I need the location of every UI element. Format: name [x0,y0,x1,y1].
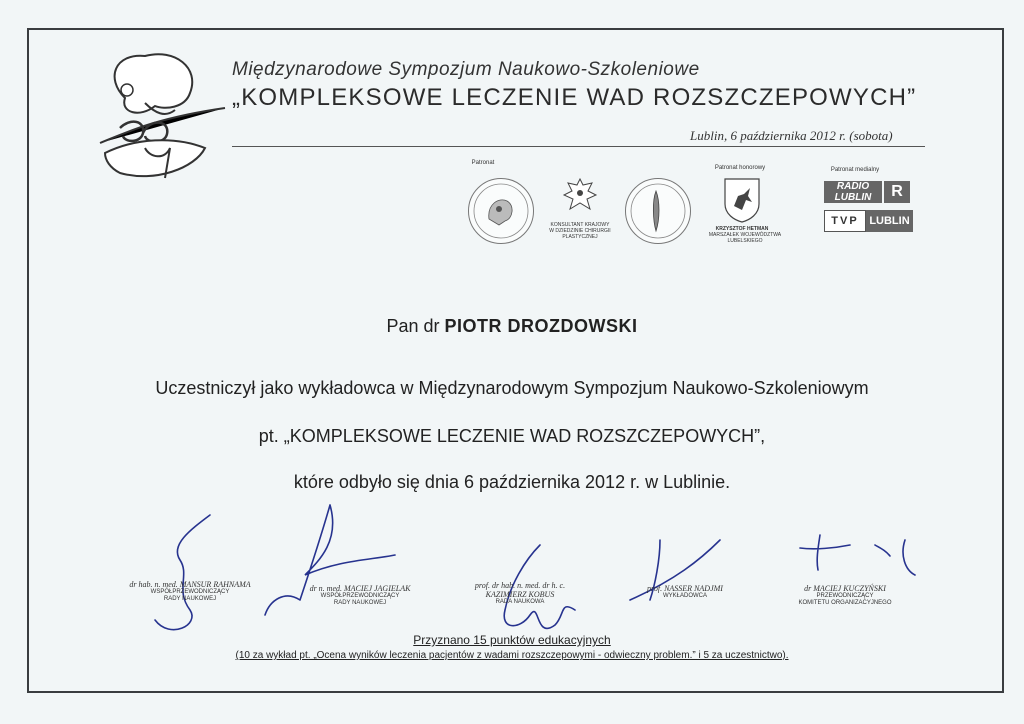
educational-points [0,633,1024,647]
society-seal-icon [468,178,534,244]
media-label: Patronat medialny [830,167,880,173]
signatory-2-name: dr n. med. MACIEJ JAGIELAK [309,584,411,593]
body-line-2: pt. „KOMPLEKSOWE LECZENIE WAD ROZSZCZEPOWYCH”, [258,426,766,446]
tvp-logo: TVP [824,210,866,232]
signatory-3-name2: KAZIMIERZ KOBUS [485,590,555,599]
konsultant-text: KONSULTANT KRAJOWY W DZIEDZINIE CHIRURGII PLASTYCZNEJ [549,222,611,240]
body-line-1: Uczestniczył jako wykładowca w Międzynarodowym Sympozjum Naukowo-Szkoleniowym [155,378,869,398]
recipient-name: PIOTR DROZDOWSKI [444,316,638,336]
recipient [0,316,1024,337]
signatory-3-name: prof. dr hab. n. med. dr h. c. [474,581,566,590]
tvp-lublin-logo: LUBLIN [866,210,913,232]
radio-line2: LUBLIN [834,192,872,203]
header-divider [232,146,925,147]
symposium-title: „KOMPLEKSOWE LECZENIE WAD ROZSZCZEPOWYCH” [232,84,917,111]
eagle-emblem-icon [560,175,600,220]
symposium-subtitle: Międzynarodowe Sympozjum Naukowo-Szkoleniowe [232,59,700,80]
plastic-surgery-seal-icon [625,178,691,244]
points-note-text: (10 za wykład pt. „Ocena wyników leczenia pacjentów z wadami rozszczepowymi - odwieczny problem.” i 5 za uczestnictwo). [235,650,789,661]
signatory-5 [775,584,915,607]
signatory-5-role1: PRZEWODNICZĄCY [816,593,874,599]
recipient-prefix: Pan dr [386,316,440,336]
radio-r-icon: R [884,181,910,203]
signatory-3 [450,581,590,606]
signatory-3-role1: RADA NAUKOWA [495,599,545,605]
honorowy-label: Patronat honorowy [714,165,766,171]
signatory-1-role1: WSPÓŁPRZEWODNICZĄCY [150,589,230,595]
radio-lublin-logo [824,181,882,203]
signatory-2 [285,584,435,607]
marshal-title: MARSZAŁEK WOJEWÓDZTWA LUBELSKIEGO [708,232,782,244]
marshal-name: KRZYSZTOF HETMAN [715,226,769,232]
signatory-4-name: prof. NASSER NADJMI [647,584,723,593]
radio-line1: RADIO [836,181,870,192]
signatory-2-role2: RADY NAUKOWEJ [333,600,387,606]
lubelskie-coat-of-arms-icon [722,176,762,224]
signatory-1-role2: RADY NAUKOWEJ [163,596,217,602]
points-text: Przyznano 15 punktów edukacyjnych [413,633,611,647]
signatory-1 [110,580,270,603]
body-line-3: które odbyło się dnia 6 października 2012 r. w Lublinie. [293,472,731,492]
signatory-2-role1: WSPÓŁPRZEWODNICZĄCY [320,593,400,599]
signatory-1-name: dr hab. n. med. MANSUR RAHNAMA [129,580,251,589]
symposium-logo [85,48,245,198]
signatory-5-role2: KOMITETU ORGANIZACYJNEGO [798,600,892,606]
signatory-4-role1: WYKŁADOWCA [662,593,707,599]
signatory-4 [625,584,745,600]
points-note [0,650,1024,661]
place-date: Lublin, 6 października 2012 r. (sobota) [690,128,893,143]
patronat-label: Patronat [471,160,495,166]
signatory-5-name: dr MACIEJ KUCZYŃSKI [804,584,886,593]
